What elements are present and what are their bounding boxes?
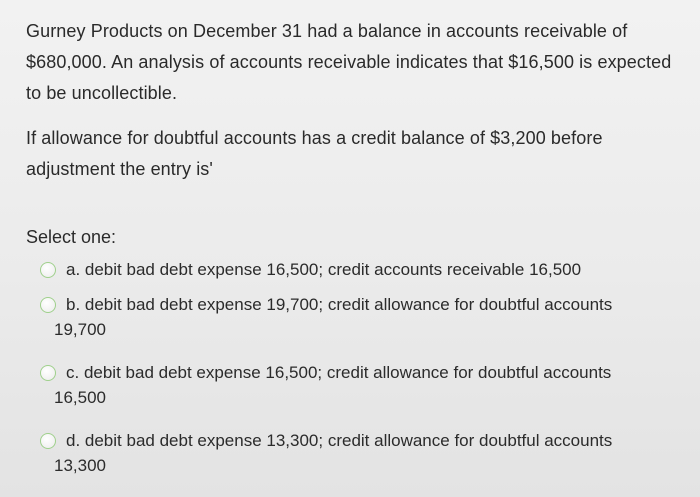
radio-button-option-c[interactable]	[40, 365, 56, 381]
option-d-text[interactable]	[54, 428, 613, 478]
select-one-prompt: Select one:	[26, 227, 117, 247]
option-a[interactable]	[26, 257, 680, 282]
radio-button-option-b[interactable]	[40, 297, 56, 313]
option-d[interactable]	[26, 428, 680, 478]
answer-options	[26, 257, 680, 478]
question-paragraph-2: If allowance for doubtful accounts has a credit balance of $3,200 before adjustment the entry is'	[26, 128, 603, 179]
radio-button-option-d[interactable]	[40, 433, 56, 449]
option-d-line-1: d. debit bad debt expense 13,300; credit allowance for doubtful accounts	[66, 431, 613, 450]
option-b-line-2: 19,700	[54, 320, 106, 339]
option-b[interactable]	[26, 292, 680, 342]
option-a-text[interactable]	[66, 257, 581, 282]
question-paragraph-1: Gurney Products on December 31 had a balance in accounts receivable of $680,000. An analysis of accounts receivable indicates that $16,500 is expected to be uncollectible.	[26, 21, 672, 103]
question-text	[26, 16, 680, 185]
option-a-line-1: a. debit bad debt expense 16,500; credit accounts receivable 16,500	[66, 260, 582, 279]
radio-button-option-a[interactable]	[40, 262, 56, 278]
option-c-line-1: c. debit bad debt expense 16,500; credit allowance for doubtful accounts	[66, 363, 612, 382]
option-b-line-1: b. debit bad debt expense 19,700; credit allowance for doubtful accounts	[66, 295, 613, 314]
option-d-line-2: 13,300	[54, 456, 106, 475]
option-b-text[interactable]	[54, 292, 613, 342]
option-c[interactable]	[26, 360, 680, 410]
option-c-text[interactable]	[54, 360, 612, 410]
option-c-line-2: 16,500	[54, 388, 106, 407]
